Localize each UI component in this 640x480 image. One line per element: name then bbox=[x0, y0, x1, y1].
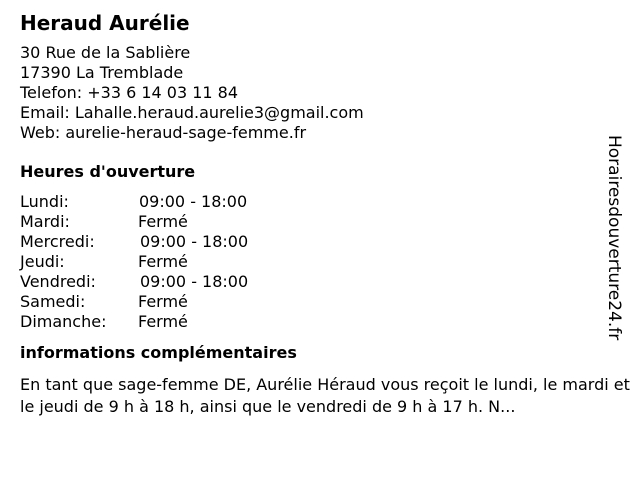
business-name: Heraud Aurélie bbox=[20, 11, 190, 35]
address-street: 30 Rue de la Sablière bbox=[20, 43, 191, 62]
hours-row-monday bbox=[20, 192, 605, 212]
hours-value: Fermé bbox=[138, 312, 188, 331]
hours-row-wednesday bbox=[20, 232, 605, 252]
day-label: Dimanche: bbox=[20, 312, 107, 331]
site-watermark: Horairesdouverture24.fr bbox=[604, 135, 624, 341]
additional-info-text: En tant que sage-femme DE, Aurélie Héraud vous reçoit le lundi, le mardi et le jeudi de 9 h à 18 h, ainsi que le vendredi de 9 h à 17 h. N... bbox=[20, 375, 630, 416]
hours-value: Fermé bbox=[138, 252, 188, 271]
day-label: Mercredi: bbox=[20, 232, 95, 251]
day-label: Samedi: bbox=[20, 292, 86, 311]
hours-row-saturday bbox=[20, 292, 605, 312]
day-label: Mardi: bbox=[20, 212, 70, 231]
hours-value: 09:00 - 18:00 bbox=[140, 232, 249, 251]
hours-row-thursday bbox=[20, 252, 605, 272]
email-line: Email: Lahalle.heraud.aurelie3@gmail.com bbox=[20, 103, 364, 122]
day-label: Lundi: bbox=[20, 192, 69, 211]
opening-hours-table bbox=[20, 192, 605, 332]
address-city: 17390 La Tremblade bbox=[20, 63, 184, 82]
hours-row-sunday bbox=[20, 312, 605, 332]
hours-value: Fermé bbox=[138, 292, 188, 311]
web-line: Web: aurelie-heraud-sage-femme.fr bbox=[20, 123, 307, 142]
hours-row-tuesday bbox=[20, 212, 605, 232]
hours-value: 09:00 - 18:00 bbox=[139, 192, 248, 211]
hours-row-friday bbox=[20, 272, 605, 292]
additional-info-title: informations complémentaires bbox=[20, 343, 297, 362]
day-label: Vendredi: bbox=[20, 272, 96, 291]
hours-value: 09:00 - 18:00 bbox=[140, 272, 249, 291]
day-label: Jeudi: bbox=[20, 252, 65, 271]
opening-hours-title: Heures d'ouverture bbox=[20, 162, 196, 181]
hours-value: Fermé bbox=[138, 212, 188, 231]
phone-line: Telefon: +33 6 14 03 11 84 bbox=[20, 83, 239, 102]
